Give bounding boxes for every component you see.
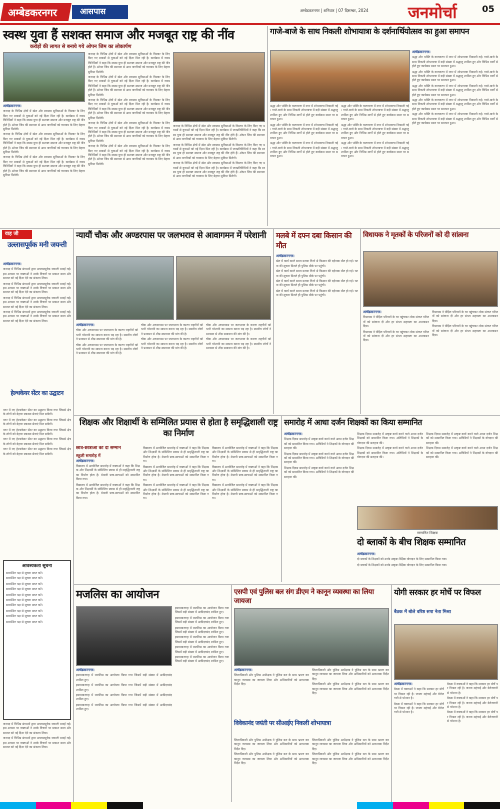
reg-gray <box>143 802 357 809</box>
lead-byline: अम्बेडकरनगर। <box>3 104 22 108</box>
lead-subhead: करोड़ों की लागत से बनाये गये ओपन जिम का लोकार्पण <box>30 44 132 50</box>
mid-right-text-2: विधायक ने पीड़ित परिवारों के घर पहुंचकर शोक संतप्त परिजनों को सांत्वना दी और हर संभव सहायता का आश्वासन दिया। <box>363 329 429 343</box>
majlis-body-2 <box>175 606 229 800</box>
yogi-headline: योगी सरकार हर मोर्चे पर विफल <box>394 588 481 597</box>
reg-yellow-2 <box>429 802 465 809</box>
left-text-2: जनपद में विभिन्न संगठनों द्वारा उल्लासपूर्वक जयन्ती मनाई गई। इस अवसर पर वक्ताओं ने उनके विचारों पर प्रकाश डाला और समाज को नई दिशा देने का संकल्प लिया। <box>3 281 71 295</box>
left-ad-title: आवश्यकता सूचना <box>22 564 52 569</box>
left-body-2 <box>3 408 71 558</box>
majlis-photo <box>76 606 172 666</box>
mid-center-text-1: खेत में कार्य करते समय मलबा गिरने से किसान की दर्दनाक मौत हो गई। घटना की सूचना मिलते ही पुलिस मौके पर पहुंची। <box>276 259 358 268</box>
top-right-text-7: श्रद्धा और भक्ति के वातावरण में नगर में शोभायात्रा निकाली गई। गाजे-बाजे के साथ निकली शोभायात्रा में बड़ी संख्या में श्रद्धालु शामिल हुए और विभिन्न मार्गों से होते हुए कार्यक्रम स्थल पर समापन हुआ। <box>270 122 338 140</box>
yogi-body-2 <box>447 682 498 800</box>
mid-left-body-1 <box>76 323 138 413</box>
majlis-text-5: इमामबारगाह में मजलिस का आयोजन किया गया जिसमें बड़ी संख्या में अकीदतमंद शामिल हुए। <box>175 606 229 615</box>
lead-body-11: जनपद के विभिन्न क्षेत्रों में खेल और स्वास्थ्य सुविधाओं के विस्तार के लिए किए गए प्रयासों से युवाओं को नई दिशा मिल रही है। कार्यक्रम में जनप्रतिनिधियों ने कहा कि स्वस्थ युवा ही सशक्त समाज और मजबूत राष्ट्र की नींव होते हैं। ओपन जिम की स्थापना से आम नागरिकों को व्यायाम के लिए बेहतर सुविधा मिलेगी। <box>173 161 265 179</box>
left-byline: अम्बेडकरनगर। <box>3 262 22 266</box>
mid-left-text-5: चौक और अण्डरपास पर जलभराव के कारण राहगीरों को भारी परेशानी का सामना करना पड़ रहा है। स्थानीय लोगों ने प्रशासन से शीघ्र समाधान की मांग की है। <box>206 323 271 336</box>
left-text-10: जनपद में विभिन्न संगठनों द्वारा उल्लासपूर्वक जयन्ती मनाई गई। इस अवसर पर वक्ताओं ने उनके विचारों पर प्रकाश डाला और समाज को नई दिशा देने का संकल्प लिया। <box>3 722 71 735</box>
reg-yellow <box>71 802 107 809</box>
left-text-3: जनपद में विभिन्न संगठनों द्वारा उल्लासपूर्वक जयन्ती मनाई गई। इस अवसर पर वक्ताओं ने उनके विचारों पर प्रकाश डाला और समाज को नई दिशा देने का संकल्प लिया। <box>3 295 71 309</box>
top-right-body-2 <box>270 104 338 226</box>
sp-rule <box>391 585 392 804</box>
edition-info: अम्बेडकरनगर | शनिवार | 07 दिसम्बर, 2024 <box>300 8 369 13</box>
lead-photo-right <box>173 52 265 122</box>
teachers-byline: अम्बेडकरनगर। <box>284 432 303 436</box>
education-text-8: विद्यालय में आयोजित समारोह में वक्ताओं ने कहा कि शिक्षक और शिक्षार्थी के सम्मिलित प्रयास से ही समृद्धिशाली राष्ट्र का निर्माण होता है। मेधावी छात्र-छात्राओं को सम्मानित किया गया। <box>212 483 278 501</box>
lead-body-7: जनपद के विभिन्न क्षेत्रों में खेल और स्वास्थ्य सुविधाओं के विस्तार के लिए किए गए प्रयासों से युवाओं को नई दिशा मिल रही है। कार्यक्रम में जनप्रतिनिधियों ने कहा कि स्वस्थ युवा ही सशक्त समाज और मजबूत राष्ट्र की नींव होते हैं। ओपन जिम की स्थापना से आम नागरिकों को व्यायाम के लिए बेहतर सुविधा मिलेगी। <box>88 121 170 143</box>
mid-left-headline: न्यायौं चौक और अण्डरपास पर जलभराव से आवागमन में परेशानी <box>76 231 267 241</box>
majlis-headline: मजलिस का आयोजन <box>76 588 159 601</box>
top-right-text-10: श्रद्धा और भक्ति के वातावरण में नगर में शोभायात्रा निकाली गई। गाजे-बाजे के साथ निकली शोभायात्रा में बड़ी संख्या में श्रद्धालु शामिल हुए और विभिन्न मार्गों से होते हुए कार्यक्रम स्थल पर समापन हुआ। <box>341 122 409 140</box>
sp-text-4: जिलाधिकारी और पुलिस अधीक्षक ने पुलिस बल के साथ भ्रमण कर कानून व्यवस्था का जायजा लिया और अधिकारियों को आवश्यक निर्देश दिए। <box>234 738 309 751</box>
lead-body-1: जनपद के विभिन्न क्षेत्रों में खेल और स्वास्थ्य सुविधाओं के विस्तार के लिए किए गए प्रयासों से युवाओं को नई दिशा मिल रही है। कार्यक्रम में जनप्रतिनिधियों ने कहा कि स्वस्थ युवा ही सशक्त समाज और मजबूत राष्ट्र की नींव होते हैं। ओपन जिम की स्थापना से आम नागरिकों को व्यायाम के लिए बेहतर सुविधा मिलेगी। <box>3 109 85 132</box>
mid-left-body-2 <box>141 323 203 413</box>
education-body-1 <box>76 446 140 580</box>
yogi-text-2: बैठक में वक्ताओं ने कहा कि सरकार हर मोर्चे पर विफल रही है। जनता महंगाई और बेरोजगारी से परेशान है। <box>394 701 444 715</box>
blocks-body <box>357 552 498 582</box>
teachers-headline: समारोह में आधा दर्जन शिक्षकों का किया सम्मानित <box>284 418 422 427</box>
mid-left-text-4: चौक और अण्डरपास पर जलभराव के कारण राहगीरों को भारी परेशानी का सामना करना पड़ रहा है। स्थानीय लोगों ने प्रशासन से शीघ्र समाधान की मांग की है। <box>141 337 203 351</box>
mid-center-text-4: खेत में कार्य करते समय मलबा गिरने से किसान की दर्दनाक मौत हो गई। घटना की सूचना मिलते ही पुलिस मौके पर पहुंची। <box>276 288 358 298</box>
lead-rule <box>267 26 268 226</box>
top-right-text-2: श्रद्धा और भक्ति के वातावरण में नगर में शोभायात्रा निकाली गई। गाजे-बाजे के साथ निकली शोभायात्रा में बड़ी संख्या में श्रद्धालु शामिल हुए और विभिन्न मार्गों से होते हुए कार्यक्रम स्थल पर समापन हुआ। <box>412 69 498 83</box>
sp-body-3 <box>234 738 309 800</box>
yogi-text-3: बैठक में वक्ताओं ने कहा कि सरकार हर मोर्चे पर विफल रही है। जनता महंगाई और बेरोजगारी से परेशान है। <box>447 682 498 695</box>
teachers-text-5: शिक्षक दिवस समारोह में उत्कृष्ट कार्य करने वाले आधा दर्जन शिक्षकों को सम्मानित किया गया। अतिथियों ने शिक्षकों के योगदान की सराहना की। <box>357 446 423 460</box>
sp-body-4 <box>312 738 389 800</box>
mid-right-byline: अम्बेडकरनगर। <box>363 310 382 314</box>
top-right-text-1: श्रद्धा और भक्ति के वातावरण में नगर में शोभायात्रा निकाली गई। गाजे-बाजे के साथ निकली शोभायात्रा में बड़ी संख्या में श्रद्धालु शामिल हुए और विभिन्न मार्गों से होते हुए कार्यक्रम स्थल पर समापन हुआ। <box>412 55 498 69</box>
lead-body-8: जनपद के विभिन्न क्षेत्रों में खेल और स्वास्थ्य सुविधाओं के विस्तार के लिए किए गए प्रयासों से युवाओं को नई दिशा मिल रही है। कार्यक्रम में जनप्रतिनिधियों ने कहा कि स्वस्थ युवा ही सशक्त समाज और मजबूत राष्ट्र की नींव होते हैं। ओपन जिम की स्थापना से आम नागरिकों को व्यायाम के लिए बेहतर सुविधा मिलेगी। <box>88 144 170 166</box>
reg-magenta <box>36 802 72 809</box>
left-text-8: नगर में नए हेल्थकेयर सेंटर का उद्घाटन किया गया जिससे क्षेत्र के लोगों को बेहतर स्वास्थ्य सेवाएं मिल सकेंगी। <box>3 437 71 446</box>
lead-body-mid <box>88 52 170 226</box>
yogi-text-1: बैठक में वक्ताओं ने कहा कि सरकार हर मोर्चे पर विफल रही है। जनता महंगाई और बेरोजगारी से परेशान है। <box>394 687 444 701</box>
reg-black-2 <box>464 802 500 809</box>
majlis-text-9: इमामबारगाह में मजलिस का आयोजन किया गया जिसमें बड़ी संख्या में अकीदतमंद शामिल हुए। <box>175 645 229 654</box>
sp-text-1: जिलाधिकारी और पुलिस अधीक्षक ने पुलिस बल के साथ भ्रमण कर कानून व्यवस्था का जायजा लिया और अधिकारियों को आवश्यक निर्देश दिए। <box>234 673 309 687</box>
education-subhead-1: छात्र-छात्राओं को दी सम्मान <box>76 446 121 451</box>
left-body-3 <box>3 722 71 800</box>
teachers-text-3: शिक्षक दिवस समारोह में उत्कृष्ट कार्य करने वाले आधा दर्जन शिक्षकों को सम्मानित किया गया। अतिथियों ने शिक्षकों के योगदान की सराहना की। <box>284 465 354 479</box>
mid-left-rule <box>273 229 274 414</box>
mid-right-text-1: विधायक ने पीड़ित परिवारों के घर पहुंचकर शोक संतप्त परिजनों को सांत्वना दी और हर संभव सहायता का आश्वासन दिया। <box>363 315 429 329</box>
education-text-4: विद्यालय में आयोजित समारोह में वक्ताओं ने कहा कि शिक्षक और शिक्षार्थी के सम्मिलित प्रयास से ही समृद्धिशाली राष्ट्र का निर्माण होता है। मेधावी छात्र-छात्राओं को सम्मानित किया गया। <box>143 464 209 482</box>
section-badge-text: अम्बेडकरनगर <box>8 8 57 19</box>
education-rule <box>281 416 282 582</box>
left-ad-text-6: सम्बन्धित पक्ष से सूचना प्राप्त करें। <box>6 598 43 603</box>
left-headline-2: हेल्थकेयर सेंटर का उद्घाटन <box>10 390 64 397</box>
sp-headline: एसपी एवं पुलिस बल संग डीएम ने कानून व्यवस्था का लिया जायजा <box>234 588 374 605</box>
majlis-text-10: इमामबारगाह में मजलिस का आयोजन किया गया जिसमें बड़ी संख्या में अकीदतमंद शामिल हुए। <box>175 655 229 664</box>
top-right-body-3 <box>341 104 409 226</box>
lead-body-2: जनपद के विभिन्न क्षेत्रों में खेल और स्वास्थ्य सुविधाओं के विस्तार के लिए किए गए प्रयासों से युवाओं को नई दिशा मिल रही है। कार्यक्रम में जनप्रतिनिधियों ने कहा कि स्वस्थ युवा ही सशक्त समाज और मजबूत राष्ट्र की नींव होते हैं। ओपन जिम की स्थापना से आम नागरिकों को व्यायाम के लिए बेहतर सुविधा मिलेगी। <box>3 132 85 155</box>
reg-black <box>107 802 143 809</box>
education-headline: शिक्षक और शिक्षार्थी के सम्मिलित प्रयास से होता है समृद्धिशाली राष्ट्र का निर्माण <box>79 418 278 439</box>
yogi-body-1 <box>394 682 444 800</box>
mid-left-text-1: चौक और अण्डरपास पर जलभराव के कारण राहगीरों को भारी परेशानी का सामना करना पड़ रहा है। स्थानीय लोगों ने प्रशासन से शीघ्र समाधान की मांग की है। <box>76 328 138 342</box>
teachers-body-3 <box>426 432 498 504</box>
left-ad-text-10: सम्बन्धित पक्ष से सूचना प्राप्त करें। <box>6 619 43 624</box>
education-text-5: विद्यालय में आयोजित समारोह में वक्ताओं ने कहा कि शिक्षक और शिक्षार्थी के सम्मिलित प्रयास से ही समृद्धिशाली राष्ट्र का निर्माण होता है। मेधावी छात्र-छात्राओं को सम्मानित किया गया। <box>143 483 209 501</box>
mid-right-body-1 <box>363 310 429 414</box>
left-ad-body <box>6 571 68 716</box>
majlis-text-6: इमामबारगाह में मजलिस का आयोजन किया गया जिसमें बड़ी संख्या में अकीदतमंद शामिल हुए। <box>175 615 229 625</box>
teachers-photo <box>357 506 498 530</box>
yogi-byline: अम्बेडकरनगर। <box>394 682 413 686</box>
teachers-body-2 <box>357 432 423 504</box>
blocks-text-1: दो ब्लाकों के शिक्षकों को उनके उत्कृष्ट शैक्षिक योगदान के लिए सम्मानित किया गया। <box>357 557 448 562</box>
left-ad-text-9: सम्बन्धित पक्ष से सूचना प्राप्त करें। <box>6 614 43 619</box>
teachers-text-2: शिक्षक दिवस समारोह में उत्कृष्ट कार्य करने वाले आधा दर्जन शिक्षकों को सम्मानित किया गया। अतिथियों ने शिक्षकों के योगदान की सराहना की। <box>284 451 354 465</box>
top-right-text-5: श्रद्धा और भक्ति के वातावरण में नगर में शोभायात्रा निकाली गई। गाजे-बाजे के साथ निकली शोभायात्रा में बड़ी संख्या में श्रद्धालु शामिल हुए और विभिन्न मार्गों से होते हुए कार्यक्रम स्थल पर समापन हुआ। <box>412 112 498 126</box>
majlis-text-3: इमामबारगाह में मजलिस का आयोजन किया गया जिसमें बड़ी संख्या में अकीदतमंद शामिल हुए। <box>76 693 172 702</box>
mid-right-text-4: विधायक ने पीड़ित परिवारों के घर पहुंचकर शोक संतप्त परिजनों को सांत्वना दी और हर संभव सहायता का आश्वासन दिया। <box>432 324 498 338</box>
mid-left-body-3 <box>206 323 271 413</box>
row2-rule <box>74 415 500 416</box>
mid-left-text-2: चौक और अण्डरपास पर जलभराव के कारण राहगीरों को भारी परेशानी का सामना करना पड़ रहा है। स्थानीय लोगों ने प्रशासन से शीघ्र समाधान की मांग की है। <box>76 342 138 356</box>
education-text-1: विद्यालय में आयोजित समारोह में वक्ताओं ने कहा कि शिक्षक और शिक्षार्थी के सम्मिलित प्रयास से ही समृद्धिशाली राष्ट्र का निर्माण होता है। मेधावी छात्र-छात्राओं को सम्मानित किया गया। <box>76 463 140 482</box>
sp-text-7: जिलाधिकारी और पुलिस अधीक्षक ने पुलिस बल के साथ भ्रमण कर कानून व्यवस्था का जायजा लिया और अधिकारियों को आवश्यक निर्देश दिए। <box>312 752 389 766</box>
left-ad-text-5: सम्बन्धित पक्ष से सूचना प्राप्त करें। <box>6 592 43 597</box>
sp-photo <box>234 608 389 666</box>
left-text-9: नगर में नए हेल्थकेयर सेंटर का उद्घाटन किया गया जिससे क्षेत्र के लोगों को बेहतर स्वास्थ्य सेवाएं मिल सकेंगी। <box>3 447 71 456</box>
yogi-text-4: बैठक में वक्ताओं ने कहा कि सरकार हर मोर्चे पर विफल रही है। जनता महंगाई और बेरोजगारी से परेशान है। <box>447 696 498 710</box>
page-number: 05 <box>482 5 495 15</box>
left-ad-text-3: सम्बन्धित पक्ष से सूचना प्राप्त करें। <box>6 581 43 586</box>
reg-cyan-2 <box>357 802 393 809</box>
left-headline: उल्लासपूर्वक मनी जयन्ती <box>7 241 67 249</box>
sp-text-6: जिलाधिकारी और पुलिस अधीक्षक ने पुलिस बल के साथ भ्रमण कर कानून व्यवस्था का जायजा लिया और अधिकारियों को आवश्यक निर्देश दिए। <box>312 738 389 751</box>
lead-body-6: जनपद के विभिन्न क्षेत्रों में खेल और स्वास्थ्य सुविधाओं के विस्तार के लिए किए गए प्रयासों से युवाओं को नई दिशा मिल रही है। कार्यक्रम में जनप्रतिनिधियों ने कहा कि स्वस्थ युवा ही सशक्त समाज और मजबूत राष्ट्र की नींव होते हैं। ओपन जिम की स्थापना से आम नागरिकों को व्यायाम के लिए बेहतर सुविधा मिलेगी। <box>88 98 170 120</box>
mid-right-body-2 <box>432 310 498 414</box>
left-text-7: नगर में नए हेल्थकेयर सेंटर का उद्घाटन किया गया जिससे क्षेत्र के लोगों को बेहतर स्वास्थ्य सेवाएं मिल सकेंगी। <box>3 427 71 437</box>
sp-text-2: जिलाधिकारी और पुलिस अधीक्षक ने पुलिस बल के साथ भ्रमण कर कानून व्यवस्था का जायजा लिया और अधिकारियों को आवश्यक निर्देश दिए। <box>312 668 389 681</box>
sp-body-2 <box>312 668 389 718</box>
blocks-text-2: दो ब्लाकों के शिक्षकों को उनके उत्कृष्ट शैक्षिक योगदान के लिए सम्मानित किया गया। <box>357 562 448 567</box>
left-text-11: जनपद में विभिन्न संगठनों द्वारा उल्लासपूर्वक जयन्ती मनाई गई। इस अवसर पर वक्ताओं ने उनके विचारों पर प्रकाश डाला और समाज को नई दिशा देने का संकल्प लिया। <box>3 736 71 750</box>
majlis-text-1: इमामबारगाह में मजलिस का आयोजन किया गया जिसमें बड़ी संख्या में अकीदतमंद शामिल हुए। <box>76 673 172 682</box>
teachers-text-7: शिक्षक दिवस समारोह में उत्कृष्ट कार्य करने वाले आधा दर्जन शिक्षकों को सम्मानित किया गया। अतिथियों ने शिक्षकों के योगदान की सराहना की। <box>426 446 498 460</box>
left-text-5: नगर में नए हेल्थकेयर सेंटर का उद्घाटन किया गया जिससे क्षेत्र के लोगों को बेहतर स्वास्थ्य सेवाएं मिल सकेंगी। <box>3 408 71 417</box>
left-column-rule <box>73 229 74 804</box>
mid-left-text-6: चौक और अण्डरपास पर जलभराव के कारण राहगीरों को भारी परेशानी का सामना करना पड़ रहा है। स्थानीय लोगों ने प्रशासन से शीघ्र समाधान की मांग की है। <box>206 337 271 351</box>
mid-left-byline: अम्बेडकरनगर। <box>76 323 95 327</box>
yogi-text-5: बैठक में वक्ताओं ने कहा कि सरकार हर मोर्चे पर विफल रही है। जनता महंगाई और बेरोजगारी से परेशान है। <box>447 710 498 724</box>
print-registration-strip <box>0 802 500 809</box>
education-text-7: विद्यालय में आयोजित समारोह में वक्ताओं ने कहा कि शिक्षक और शिक्षार्थी के सम्मिलित प्रयास से ही समृद्धिशाली राष्ट्र का निर्माण होता है। मेधावी छात्र-छात्राओं को सम्मानित किया गया। <box>212 464 278 482</box>
row3-rule <box>74 584 500 585</box>
mid-center-rule <box>360 229 361 414</box>
left-ad-box <box>3 560 71 720</box>
top-right-headline: गाजे-बाजे के साथ निकली शोभायात्रा के दर्शनार्थियोत्सव का हुआ समापन <box>270 27 470 36</box>
education-body-3 <box>212 446 278 580</box>
sp-body-1 <box>234 668 309 718</box>
left-tag-text: वाह जी <box>5 231 19 237</box>
mid-left-text-3: चौक और अण्डरपास पर जलभराव के कारण राहगीरों को भारी परेशानी का सामना करना पड़ रहा है। स्थानीय लोगों ने प्रशासन से शीघ्र समाधान की मांग की है। <box>141 323 203 336</box>
yogi-photo <box>394 624 498 680</box>
majlis-text-2: इमामबारगाह में मजलिस का आयोजन किया गया जिसमें बड़ी संख्या में अकीदतमंद शामिल हुए। <box>76 683 172 692</box>
education-text-3: विद्यालय में आयोजित समारोह में वक्ताओं ने कहा कि शिक्षक और शिक्षार्थी के सम्मिलित प्रयास से ही समृद्धिशाली राष्ट्र का निर्माण होता है। मेधावी छात्र-छात्राओं को सम्मानित किया गया। <box>143 446 209 464</box>
left-ad-text-4: सम्बन्धित पक्ष से सूचना प्राप्त करें। <box>6 587 43 592</box>
reg-cyan <box>0 802 36 809</box>
left-text-4: जनपद में विभिन्न संगठनों द्वारा उल्लासपूर्वक जयन्ती मनाई गई। इस अवसर पर वक्ताओं ने उनके विचारों पर प्रकाश डाला और समाज को नई दिशा देने का संकल्प लिया। <box>3 310 71 323</box>
left-ad-text-7: सम्बन्धित पक्ष से सूचना प्राप्त करें। <box>6 603 43 608</box>
education-subhead-2: स्कूली समारोह में <box>76 452 101 458</box>
lead-body-right <box>173 124 265 226</box>
lead-headline: स्वस्थ युवा हैं सशक्त समाज और मजबूत राष्ट्र की नींव <box>3 27 235 42</box>
teachers-photo-caption: सम्मानित शिक्षक <box>417 531 438 535</box>
mid-center-text-3: खेत में कार्य करते समय मलबा गिरने से किसान की दर्दनाक मौत हो गई। घटना की सूचना मिलते ही पुलिस मौके पर पहुंची। <box>276 279 358 288</box>
mid-center-headline: मलबे में दफ्न दबा किसान की मौत <box>276 231 352 250</box>
mid-right-photo <box>363 251 498 307</box>
sp-byline: अम्बेडकरनगर। <box>234 668 253 672</box>
mid-left-photo <box>76 256 174 320</box>
lead-body-4: जनपद के विभिन्न क्षेत्रों में खेल और स्वास्थ्य सुविधाओं के विस्तार के लिए किए गए प्रयासों से युवाओं को नई दिशा मिल रही है। कार्यक्रम में जनप्रतिनिधियों ने कहा कि स्वस्थ युवा ही सशक्त समाज और मजबूत राष्ट्र की नींव होते हैं। ओपन जिम की स्थापना से आम नागरिकों को व्यायाम के लिए बेहतर सुविधा मिलेगी। <box>88 52 170 74</box>
left-body <box>3 262 71 387</box>
mid-right-headline: विधायक ने मृतकों के परिजनों को दी सांत्वना <box>363 231 469 239</box>
mid-center-byline: अम्बेडकरनगर। <box>276 254 295 258</box>
top-right-text-4: श्रद्धा और भक्ति के वातावरण में नगर में शोभायात्रा निकाली गई। गाजे-बाजे के साथ निकली शोभायात्रा में बड़ी संख्या में श्रद्धालु शामिल हुए और विभिन्न मार्गों से होते हुए कार्यक्रम स्थल पर समापन हुआ। <box>412 98 498 111</box>
top-right-text-9: श्रद्धा और भक्ति के वातावरण में नगर में शोभायात्रा निकाली गई। गाजे-बाजे के साथ निकली शोभायात्रा में बड़ी संख्या में श्रद्धालु शामिल हुए और विभिन्न मार्गों से होते हुए कार्यक्रम स्थल पर समापन हुआ। <box>341 104 409 122</box>
lead-body-9: जनपद के विभिन्न क्षेत्रों में खेल और स्वास्थ्य सुविधाओं के विस्तार के लिए किए गए प्रयासों से युवाओं को नई दिशा मिल रही है। कार्यक्रम में जनप्रतिनिधियों ने कहा कि स्वस्थ युवा ही सशक्त समाज और मजबूत राष्ट्र की नींव होते हैं। ओपन जिम की स्थापना से आम नागरिकों को व्यायाम के लिए बेहतर सुविधा मिलेगी। <box>173 124 265 142</box>
lead-photo-left <box>3 52 85 102</box>
education-text-2: विद्यालय में आयोजित समारोह में वक्ताओं ने कहा कि शिक्षक और शिक्षार्थी के सम्मिलित प्रयास से ही समृद्धिशाली राष्ट्र का निर्माण होता है। मेधावी छात्र-छात्राओं को सम्मानित किया गया। <box>76 482 140 500</box>
lead-body-3: जनपद के विभिन्न क्षेत्रों में खेल और स्वास्थ्य सुविधाओं के विस्तार के लिए किए गए प्रयासों से युवाओं को नई दिशा मिल रही है। कार्यक्रम में जनप्रतिनिधियों ने कहा कि स्वस्थ युवा ही सशक्त समाज और मजबूत राष्ट्र की नींव होते हैं। ओपन जिम की स्थापना से आम नागरिकों को व्यायाम के लिए बेहतर सुविधा मिलेगी। <box>3 155 85 178</box>
top-right-text-3: श्रद्धा और भक्ति के वातावरण में नगर में शोभायात्रा निकाली गई। गाजे-बाजे के साथ निकली शोभायात्रा में बड़ी संख्या में श्रद्धालु शामिल हुए और विभिन्न मार्गों से होते हुए कार्यक्रम स्थल पर समापन हुआ। <box>412 83 498 97</box>
education-byline: अम्बेडकरनगर। <box>76 458 95 463</box>
left-ad-text-2: सम्बन्धित पक्ष से सूचना प्राप्त करें। <box>6 576 43 581</box>
majlis-body-1 <box>76 668 172 800</box>
left-ad-text-8: सम्बन्धित पक्ष से सूचना प्राप्त करें। <box>6 608 43 613</box>
top-right-text-6: श्रद्धा और भक्ति के वातावरण में नगर में शोभायात्रा निकाली गई। गाजे-बाजे के साथ निकली शोभायात्रा में बड़ी संख्या में श्रद्धालु शामिल हुए और विभिन्न मार्गों से होते हुए कार्यक्रम स्थल पर समापन हुआ। <box>270 104 338 122</box>
blocks-headline: दो ब्लाकों के बीच शिक्षक सम्मानित <box>357 538 466 548</box>
left-text-6: नगर में नए हेल्थकेयर सेंटर का उद्घाटन किया गया जिससे क्षेत्र के लोगों को बेहतर स्वास्थ्य सेवाएं मिल सकेंगी। <box>3 417 71 427</box>
page-header <box>0 0 500 24</box>
top-right-byline: अम्बेडकरनगर। <box>412 50 431 54</box>
teachers-text-6: शिक्षक दिवस समारोह में उत्कृष्ट कार्य करने वाले आधा दर्जन शिक्षकों को सम्मानित किया गया। अतिथियों ने शिक्षकों के योगदान की सराहना की। <box>426 432 498 445</box>
lead-body-10: जनपद के विभिन्न क्षेत्रों में खेल और स्वास्थ्य सुविधाओं के विस्तार के लिए किए गए प्रयासों से युवाओं को नई दिशा मिल रही है। कार्यक्रम में जनप्रतिनिधियों ने कहा कि स्वस्थ युवा ही सशक्त समाज और मजबूत राष्ट्र की नींव होते हैं। ओपन जिम की स्थापना से आम नागरिकों को व्यायाम के लिए बेहतर सुविधा मिलेगी। <box>173 142 265 160</box>
majlis-byline: अम्बेडकरनगर। <box>76 668 95 672</box>
reg-magenta-2 <box>393 802 429 809</box>
left-ad-text-1: सम्बन्धित पक्ष से सूचना प्राप्त करें। <box>6 571 43 575</box>
education-body-2 <box>143 446 209 580</box>
yogi-subhead: बैठक में बोले वरिष्ठ सपा नेता मिश्रा <box>394 610 451 615</box>
majlis-text-4: इमामबारगाह में मजलिस का आयोजन किया गया जिसमें बड़ी संख्या में अकीदतमंद शामिल हुए। <box>76 702 172 712</box>
education-text-6: विद्यालय में आयोजित समारोह में वक्ताओं ने कहा कि शिक्षक और शिक्षार्थी के सम्मिलित प्रयास से ही समृद्धिशाली राष्ट्र का निर्माण होता है। मेधावी छात्र-छात्राओं को सम्मानित किया गया। <box>212 446 278 464</box>
header-rule <box>0 23 500 25</box>
blocks-byline: अम्बेडकरनगर। <box>357 552 376 556</box>
teachers-body-1 <box>284 432 354 582</box>
lead-body-left <box>3 104 85 226</box>
sp-subhead: विवेकानंद जयंती पर सीआईए निकली शोभायात्रा <box>234 720 331 727</box>
majlis-text-7: इमामबारगाह में मजलिस का आयोजन किया गया जिसमें बड़ी संख्या में अकीदतमंद शामिल हुए। <box>175 625 229 635</box>
mid-right-text-3: विधायक ने पीड़ित परिवारों के घर पहुंचकर शोक संतप्त परिजनों को सांत्वना दी और हर संभव सहायता का आश्वासन दिया। <box>432 310 498 323</box>
top-right-text-11: श्रद्धा और भक्ति के वातावरण में नगर में शोभायात्रा निकाली गई। गाजे-बाजे के साथ निकली शोभायात्रा में बड़ी संख्या में श्रद्धालु शामिल हुए और विभिन्न मार्गों से होते हुए कार्यक्रम स्थल पर समापन हुआ। <box>341 141 409 159</box>
majlis-text-8: इमामबारगाह में मजलिस का आयोजन किया गया जिसमें बड़ी संख्या में अकीदतमंद शामिल हुए। <box>175 635 229 644</box>
sp-text-3: जिलाधिकारी और पुलिस अधीक्षक ने पुलिस बल के साथ भ्रमण कर कानून व्यवस्था का जायजा लिया और अधिकारियों को आवश्यक निर्देश दिए। <box>312 682 389 696</box>
brand-logo: जनमोर्चा <box>408 3 457 22</box>
mid-center-text-2: खेत में कार्य करते समय मलबा गिरने से किसान की दर्दनाक मौत हो गई। घटना की सूचना मिलते ही पुलिस मौके पर पहुंची। <box>276 269 358 278</box>
top-right-photo <box>270 50 410 102</box>
mid-center-body <box>276 254 358 414</box>
sp-text-5: जिलाधिकारी और पुलिस अधीक्षक ने पुलिस बल के साथ भ्रमण कर कानून व्यवस्था का जायजा लिया और अधिकारियों को आवश्यक निर्देश दिए। <box>234 752 309 766</box>
top-right-body-1 <box>412 50 498 226</box>
section-sub-text: आसपास <box>80 7 106 16</box>
teachers-text-4: शिक्षक दिवस समारोह में उत्कृष्ट कार्य करने वाले आधा दर्जन शिक्षकों को सम्मानित किया गया। अतिथियों ने शिक्षकों के योगदान की सराहना की। <box>357 432 423 445</box>
majlis-rule <box>231 585 232 804</box>
top-right-text-8: श्रद्धा और भक्ति के वातावरण में नगर में शोभायात्रा निकाली गई। गाजे-बाजे के साथ निकली शोभायात्रा में बड़ी संख्या में श्रद्धालु शामिल हुए और विभिन्न मार्गों से होते हुए कार्यक्रम स्थल पर समापन हुआ। <box>270 141 338 159</box>
mid-left-photo-2 <box>176 256 271 320</box>
teachers-text-1: शिक्षक दिवस समारोह में उत्कृष्ट कार्य करने वाले आधा दर्जन शिक्षकों को सम्मानित किया गया। अतिथियों ने शिक्षकों के योगदान की सराहना की। <box>284 437 354 451</box>
left-text-1: जनपद में विभिन्न संगठनों द्वारा उल्लासपूर्वक जयन्ती मनाई गई। इस अवसर पर वक्ताओं ने उनके विचारों पर प्रकाश डाला और समाज को नई दिशा देने का संकल्प लिया। <box>3 267 71 281</box>
lead-body-5: जनपद के विभिन्न क्षेत्रों में खेल और स्वास्थ्य सुविधाओं के विस्तार के लिए किए गए प्रयासों से युवाओं को नई दिशा मिल रही है। कार्यक्रम में जनप्रतिनिधियों ने कहा कि स्वस्थ युवा ही सशक्त समाज और मजबूत राष्ट्र की नींव होते हैं। ओपन जिम की स्थापना से आम नागरिकों को व्यायाम के लिए बेहतर सुविधा मिलेगी। <box>88 75 170 97</box>
row1-rule <box>0 228 500 229</box>
